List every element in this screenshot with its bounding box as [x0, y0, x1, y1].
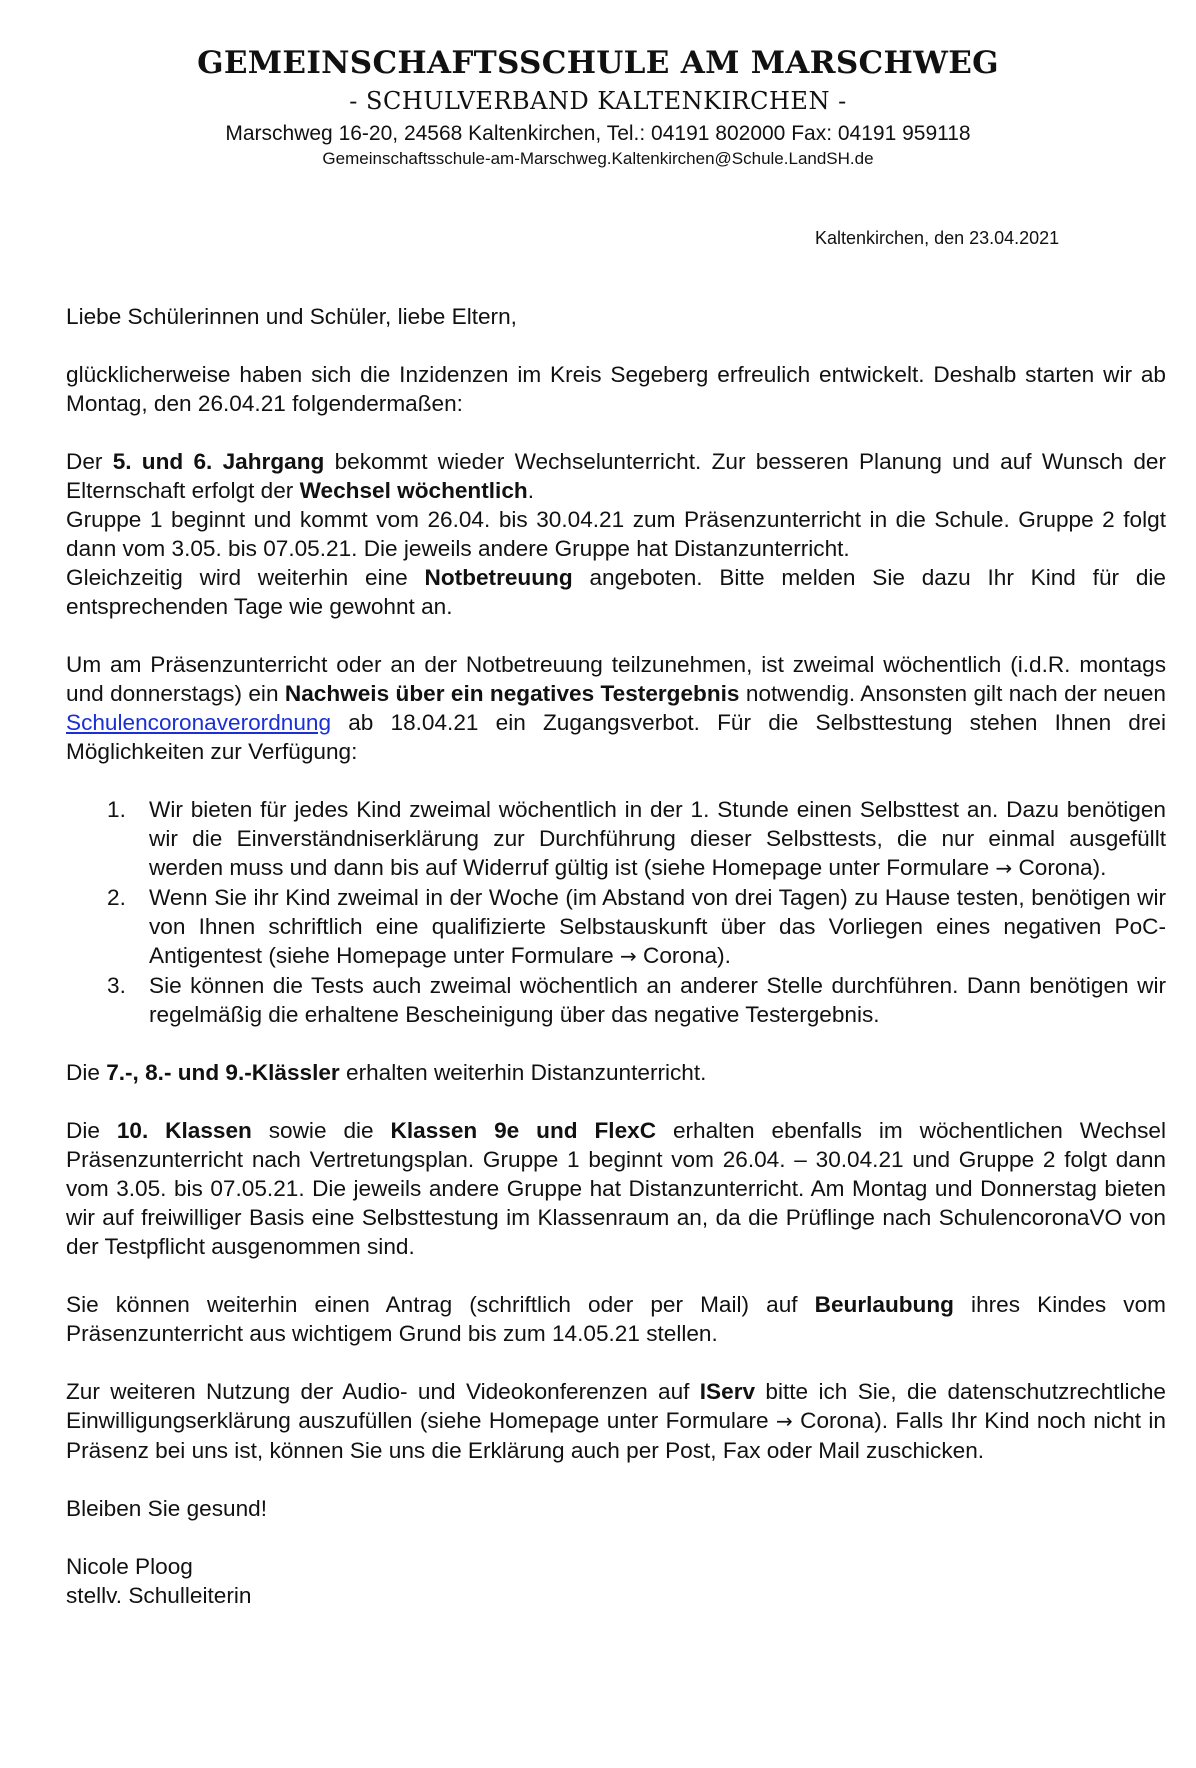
text: Gleichzeitig wird weiterhin eine	[66, 565, 425, 590]
text: ihres Kindes vom Präsenzunterricht aus wichtigem Grund bis zum 14.05.21 stellen.	[66, 1292, 1166, 1346]
bold-leave: Beurlaubung	[814, 1292, 954, 1317]
text: erhalten weiterhin Distanzunterricht.	[339, 1060, 707, 1085]
paragraph-grades-5-6	[66, 447, 1166, 621]
text: notwendig. Ansonsten gilt nach der neuen	[739, 681, 1166, 706]
text: ab 18.04.21 ein Zugangsverbot. Für die Selbsttestung stehen Ihnen drei Möglichkeiten zur Verfügung:	[66, 710, 1166, 764]
text: .	[527, 478, 534, 503]
school-name: GEMEINSCHAFTSSCHULE AM MARSCHWEG	[197, 45, 999, 81]
letter-body	[66, 302, 1166, 1639]
date-line: Kaltenkirchen, den 23.04.2021	[815, 228, 1060, 248]
arrow-right-icon: →	[775, 1409, 793, 1433]
paragraph-leave	[66, 1290, 1166, 1348]
text: bitte ich Sie, die datenschutzrechtliche Einwilligungserklärung auszufüllen (siehe Homepage unter Formulare	[66, 1379, 1167, 1433]
text: angeboten. Bitte melden Sie dazu Ihr Kind für die entsprechenden Tage wie gewohnt an.	[66, 565, 1166, 619]
school-email: Gemeinschaftsschule-am-Marschweg.Kaltenkirchen@Schule.LandSH.de	[322, 149, 874, 168]
text: Um am Präsenzunterricht oder an der Notbetreuung teilzunehmen, ist zweimal wöchentlich (i.d.R. montags und donnerstags) ein	[66, 652, 1166, 706]
text: sowie die	[251, 1118, 391, 1143]
bold-grade-10: 10. Klassen	[116, 1118, 252, 1143]
arrow-right-icon: →	[995, 856, 1013, 880]
list-number: 1.	[107, 797, 126, 822]
text: Der	[66, 449, 113, 474]
bold-emergency-care: Notbetreuung	[424, 565, 573, 590]
arrow-right-icon: →	[619, 944, 637, 968]
paragraph-iserv	[66, 1377, 1166, 1465]
bold-grades-5-6: 5. und 6. Jahrgang	[112, 449, 325, 474]
paragraph-grades-7-9	[66, 1058, 1166, 1087]
bold-weekly-change: Wechsel wöchentlich	[299, 478, 528, 503]
list-item	[66, 971, 1166, 1029]
text: Corona).	[636, 943, 731, 968]
text: Corona).	[1012, 855, 1107, 880]
letterhead	[0, 42, 1196, 170]
testing-options-list	[66, 795, 1166, 1029]
bold-negative-test: Nachweis über ein negatives Testergebnis	[284, 681, 740, 706]
signature-role: stellv. Schulleiterin	[66, 1583, 252, 1608]
text: erhalten ebenfalls im wöchentlichen Wechsel Präsenzunterricht nach Vertretungsplan. Gruppe 1 beginnt vom 26.04. – 30.04.21 und Gruppe 2 folgt dann vom 3.05. bis 07.05.21. Die jeweils andere Gruppe hat Distanzunterricht. Am Montag und Donnerstag bieten wir auf freiwilliger Basis eine Selbsttestung im Klassenraum an, da die Prüflinge nach SchulencoronaVO von der Testpflicht ausgenommen sind.	[66, 1118, 1166, 1259]
school-address: Marschweg 16-20, 24568 Kaltenkirchen, Tel.: 04191 802000 Fax: 04191 959118	[225, 122, 971, 145]
text: Corona). Falls Ihr Kind noch nicht in Präsenz bei uns ist, können Sie uns die Erklärung auch per Post, Fax oder Mail zuschicken.	[66, 1408, 1166, 1463]
text: Die	[66, 1060, 107, 1085]
list-item	[66, 883, 1166, 971]
closing: Bleiben Sie gesund!	[66, 1496, 267, 1521]
text: Zur weiteren Nutzung der Audio- und Videokonferenzen auf	[66, 1379, 700, 1404]
text: Die	[66, 1118, 117, 1143]
school-subtitle: - SCHULVERBAND KALTENKIRCHEN -	[349, 87, 847, 115]
text: Gruppe 1 beginnt und kommt vom 26.04. bis 30.04.21 zum Präsenzunterricht in die Schule. Gruppe 2 folgt dann vom 3.05. bis 07.05.21. Die jeweils andere Gruppe hat Distanzunterricht.	[66, 507, 1166, 561]
list-number: 2.	[107, 885, 126, 910]
text: Wir bieten für jedes Kind zweimal wöchentlich in der 1. Stunde einen Selbsttest an. Dazu benötigen wir die Einverständniserklärung zur Durchführung dieser Selbsttests, die nur einmal ausgefüllt werden muss und dann bis auf Widerruf gültig ist (siehe Homepage unter Formulare	[149, 797, 1166, 880]
paragraph-grade-10	[66, 1116, 1166, 1261]
schulencoronaverordnung-link[interactable]: Schulencoronaverordnung	[66, 710, 332, 735]
text: Sie können die Tests auch zweimal wöchentlich an anderer Stelle durchführen. Dann benötigen wir regelmäßig die erhaltene Bescheinigung über das negative Testergebnis.	[149, 973, 1166, 1027]
bold-classes-9e-flexc: Klassen 9e und FlexC	[390, 1118, 657, 1143]
signature-name: Nicole Ploog	[66, 1554, 193, 1579]
bold-grades-7-9: 7.-, 8.- und 9.-Klässler	[106, 1060, 340, 1085]
list-item	[66, 795, 1166, 883]
signature	[66, 1552, 1166, 1610]
text: Sie können weiterhin einen Antrag (schriftlich oder per Mail) auf	[66, 1292, 815, 1317]
text: bekommt wieder Wechselunterricht. Zur besseren Planung und auf Wunsch der Elternschaft erfolgt der	[66, 449, 1166, 503]
list-number: 3.	[107, 973, 126, 998]
bold-iserv: IServ	[699, 1379, 756, 1404]
salutation: Liebe Schülerinnen und Schüler, liebe Eltern,	[66, 304, 517, 329]
text: Wenn Sie ihr Kind zweimal in der Woche (im Abstand von drei Tagen) zu Hause testen, benötigen wir von Ihnen schriftlich eine qualifizierte Selbstauskunft über das Vorliegen eines negativen PoC-Antigentest (siehe Homepage unter Formulare	[149, 885, 1166, 968]
paragraph-intro: glücklicherweise haben sich die Inzidenzen im Kreis Segeberg erfreulich entwickelt. Deshalb starten wir ab Montag, den 26.04.21 folgendermaßen:	[66, 362, 1166, 416]
paragraph-testing	[66, 650, 1166, 766]
